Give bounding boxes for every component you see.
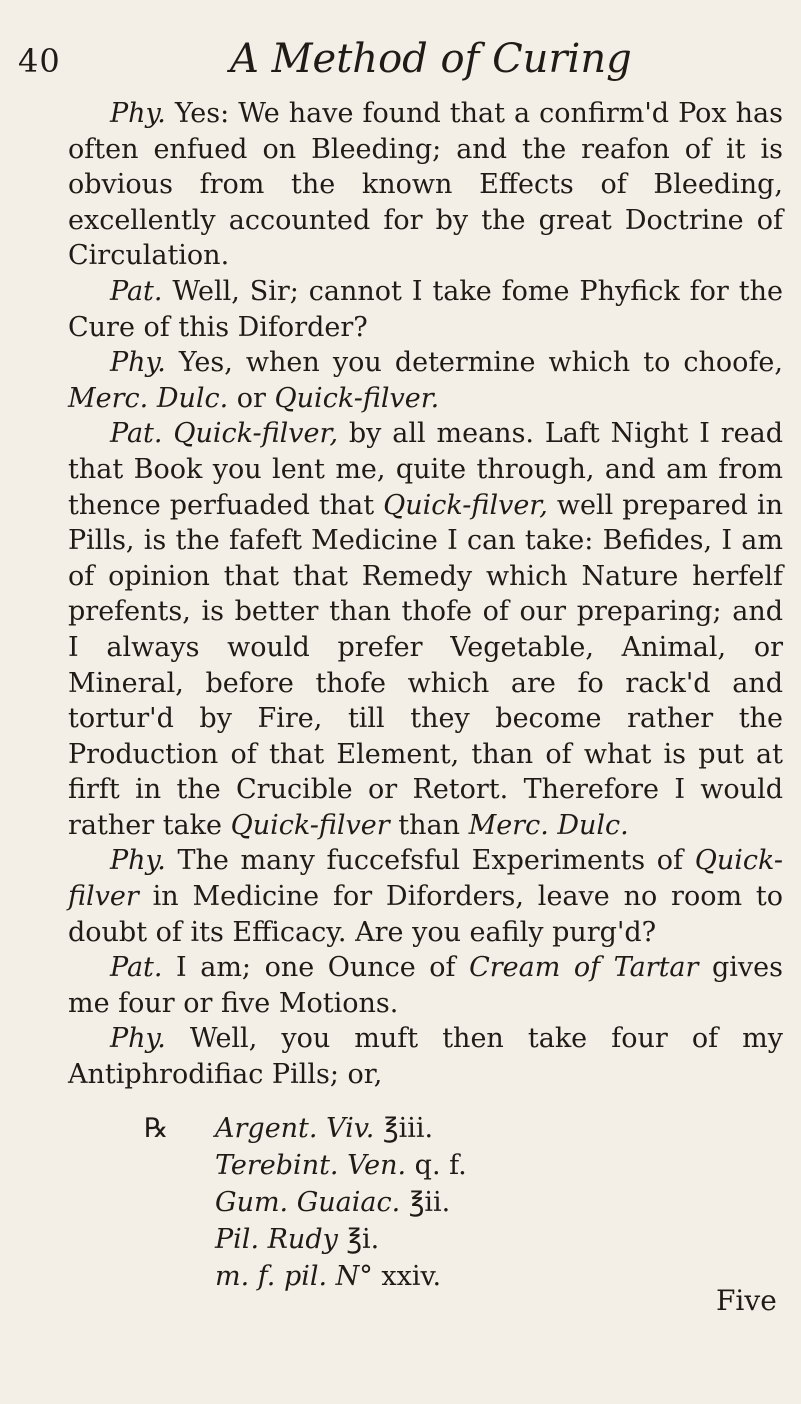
text-run: The many fuccefsful Experiments of [177, 845, 695, 877]
speaker-label: Pat. [110, 275, 163, 307]
running-head: A Method of Curing [230, 36, 632, 82]
speaker-label: Pat. [110, 952, 163, 984]
italic-run: Cream of Tartar [469, 952, 699, 984]
ingredient-name: Argent. Viv. [215, 1113, 375, 1144]
speaker-label: Phy. [110, 347, 166, 379]
ingredient-amount: ℥ii. [408, 1187, 451, 1218]
ingredient-name: Gum. Guaiac. [215, 1187, 401, 1218]
prescription [144, 1110, 635, 1295]
paragraph-text: Yes: We have found that a confirm'd Pox has often enfued on Bleeding; and the reafon of it is obvious from the known Effects of Bleeding, excellently accounted for by the great Doctrine of Circulation. [68, 98, 783, 272]
ingredient-name: m. f. pil. N° [215, 1261, 373, 1292]
text-run: in Medicine for Diforders, leave no room to doubt of its Efficacy. Are you eafily purg'd? [68, 881, 783, 948]
text-run: Yes, when you determine which to choofe, [178, 347, 783, 379]
recipe-symbol: ℞ [144, 1113, 169, 1144]
prescription-line [215, 1110, 635, 1147]
text-run: well prepared in Pills, is the fafeft Medicine I can take: Befides, I am of opinion that that Remedy which Nature herfelf prefents, is better than thofe of our preparing; and I always would prefer Vegetable, Animal, or Mineral, before thofe which are fo rack'd and tortur'd by Fire, till they become rather the Production of that Element, than of what is put at firft in the Crucible or Retort. Therefore I would rather take [68, 489, 783, 841]
paragraph-3 [68, 345, 783, 416]
ingredient-amount: xxiv. [381, 1261, 442, 1292]
text-run: or [228, 382, 275, 414]
catchword: Five [716, 1284, 777, 1317]
italic-run: Quick-filver. [274, 382, 440, 414]
italic-run: Merc. Dulc. [468, 809, 629, 841]
paragraph-4 [68, 416, 783, 843]
ingredient-amount: ℥i. [346, 1224, 380, 1255]
page-number: 40 [18, 42, 61, 80]
text-run: than [389, 809, 469, 841]
paragraph-2 [68, 274, 783, 345]
italic-run: Quick-filver, [383, 489, 548, 521]
paragraph-1 [68, 96, 783, 274]
paragraph-text: Well, you muft then take four of my Antiphrodifiac Pills; or, [68, 1023, 784, 1091]
speaker-label: Phy. [110, 98, 166, 129]
ingredient-amount: ℥iii. [382, 1113, 434, 1144]
dialogue-body [68, 96, 783, 1093]
text-run: by all means. Laft Night I read that Book you lent me, quite through, and am from thence perfuaded that [68, 418, 783, 521]
italic-run: Quick-filver [230, 809, 390, 841]
italic-run: Quick-filver [68, 845, 783, 913]
prescription-line [215, 1258, 635, 1295]
speaker-label: Phy. [110, 1023, 166, 1055]
paragraph-6 [68, 950, 783, 1021]
ingredient-amount: q. f. [414, 1150, 467, 1181]
speaker-label: Pat. [110, 418, 163, 450]
paragraph-text: Well, Sir; cannot I take fome Phyfick for the Cure of this Diforder? [68, 275, 783, 343]
italic-run: Merc. Dulc. [68, 382, 229, 414]
paragraph-5 [68, 843, 783, 950]
prescription-line [215, 1147, 635, 1184]
text-run: I am; one Ounce of [176, 952, 470, 984]
italic-run: Quick-filver, [173, 418, 339, 450]
prescription-line [215, 1221, 635, 1258]
ingredient-name: Pil. Rudy [215, 1224, 338, 1255]
speaker-label: Phy. [110, 845, 166, 877]
prescription-line [215, 1184, 635, 1221]
text-run: gives me four or five Motions. [68, 952, 784, 1019]
ingredient-name: Terebint. Ven. [215, 1150, 407, 1181]
paragraph-7 [68, 1021, 783, 1092]
